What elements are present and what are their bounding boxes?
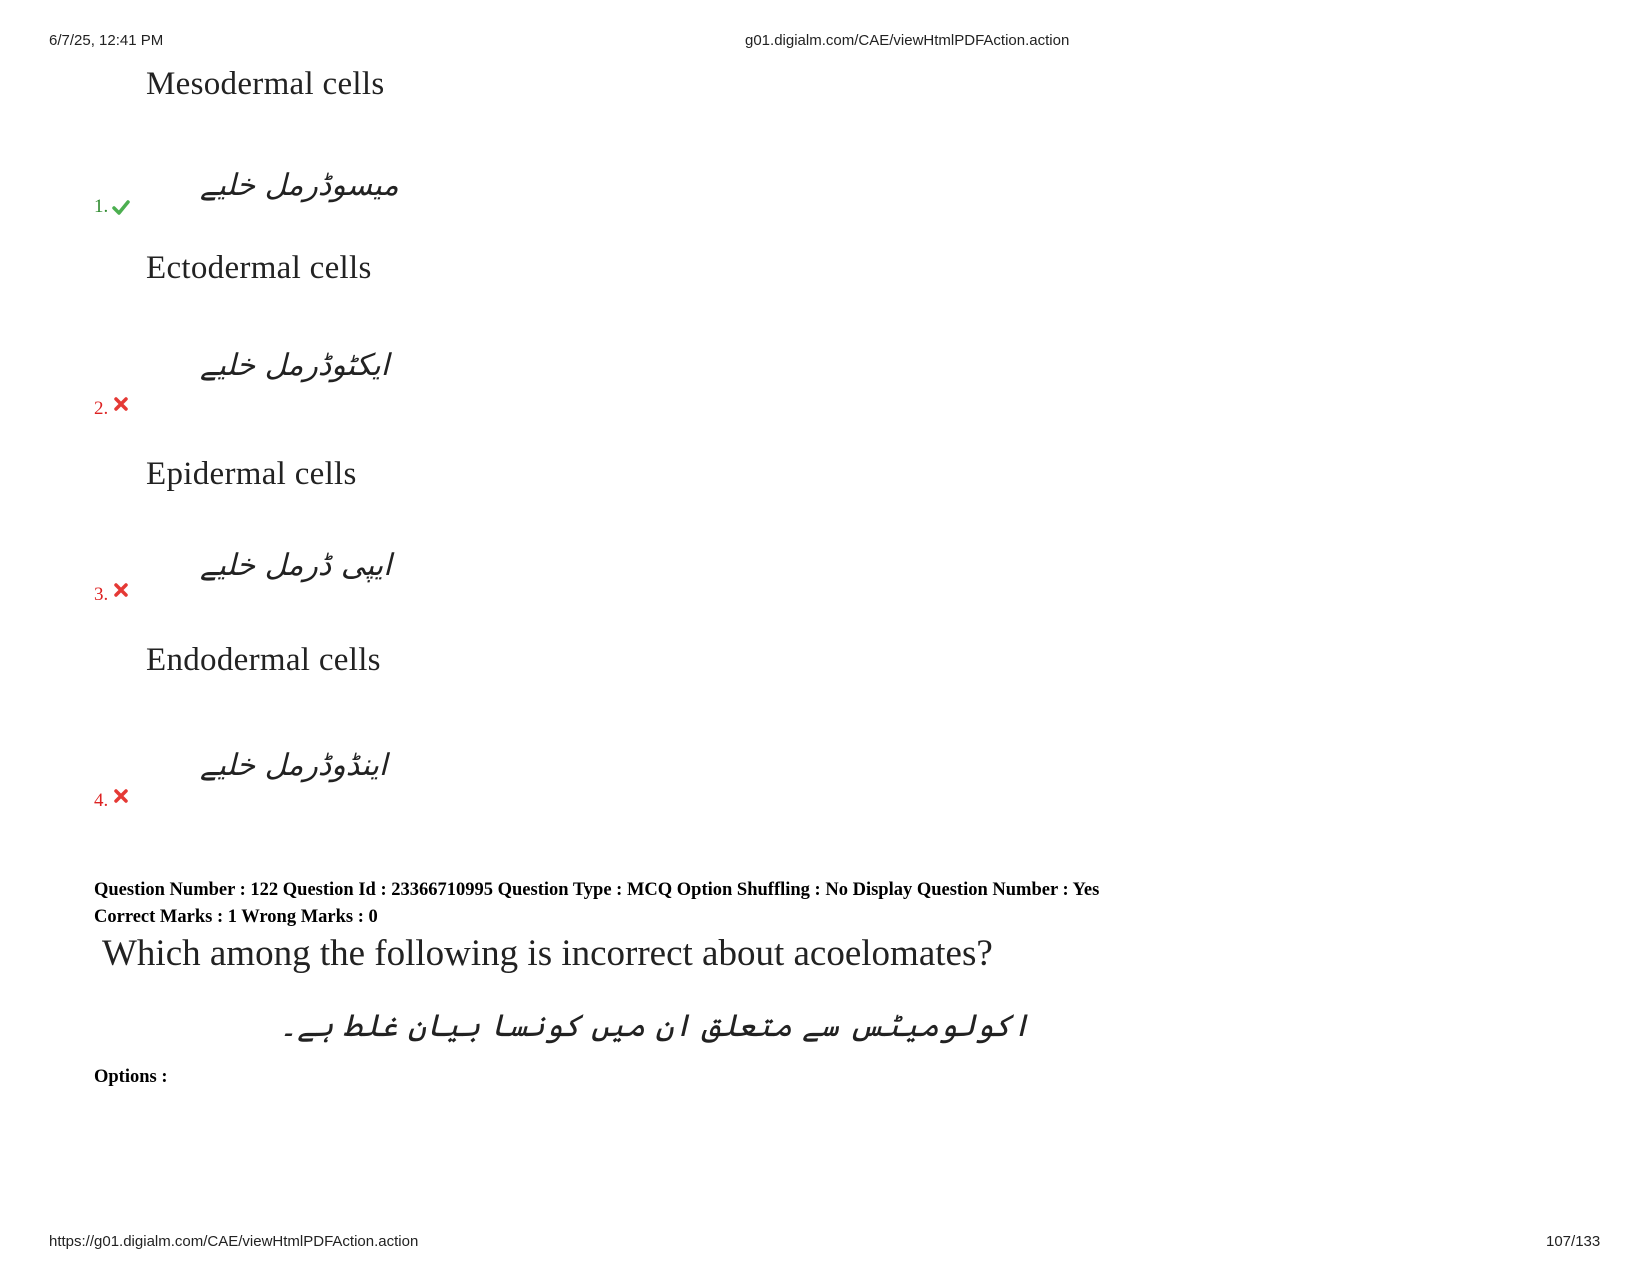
question-meta-line-1: Question Number : 122 Question Id : 23366710995 Question Type : MCQ Option Shuffling : No Display Question Number : Yes xyxy=(94,880,1100,900)
option-4-urdu: اینڈوڈرمل خلیے xyxy=(200,747,388,783)
cross-icon xyxy=(112,396,130,412)
options-label: Options : xyxy=(94,1067,168,1087)
option-3-number-label: 3. xyxy=(94,584,109,605)
footer-url: https://g01.digialm.com/CAE/viewHtmlPDFAction.action xyxy=(49,1233,419,1250)
header-url: g01.digialm.com/CAE/viewHtmlPDFAction.action xyxy=(745,32,1070,49)
check-icon xyxy=(112,199,130,215)
option-2-number xyxy=(94,398,130,420)
option-1-urdu: میسوڈرمل خلیے xyxy=(200,167,399,203)
option-3-number xyxy=(94,584,130,606)
option-4-number xyxy=(94,790,130,812)
option-4-number-label: 4. xyxy=(94,790,109,811)
option-4-english: Endodermal cells xyxy=(146,642,381,678)
option-2-english: Ectodermal cells xyxy=(146,250,372,286)
print-datetime: 6/7/25, 12:41 PM xyxy=(49,32,164,49)
option-2-number-label: 2. xyxy=(94,398,109,419)
question-text-urdu: اکولومیٹس سے متعلق ان میں کونسا بیان غلط ہے۔ xyxy=(279,1008,1030,1044)
cross-icon xyxy=(112,788,130,804)
question-text-english: Which among the following is incorrect about acoelomates? xyxy=(102,933,993,974)
question-meta-line-2: Correct Marks : 1 Wrong Marks : 0 xyxy=(94,907,378,927)
cross-icon xyxy=(112,582,130,598)
option-1-number-label: 1. xyxy=(94,196,109,217)
option-2-urdu: ایکٹوڈرمل خلیے xyxy=(200,347,390,383)
option-1-number xyxy=(94,196,130,218)
option-3-urdu: ایپی ڈرمل خلیے xyxy=(200,547,392,583)
option-3-english: Epidermal cells xyxy=(146,456,357,492)
page-number: 107/133 xyxy=(1546,1233,1601,1250)
option-1-english: Mesodermal cells xyxy=(146,66,385,102)
